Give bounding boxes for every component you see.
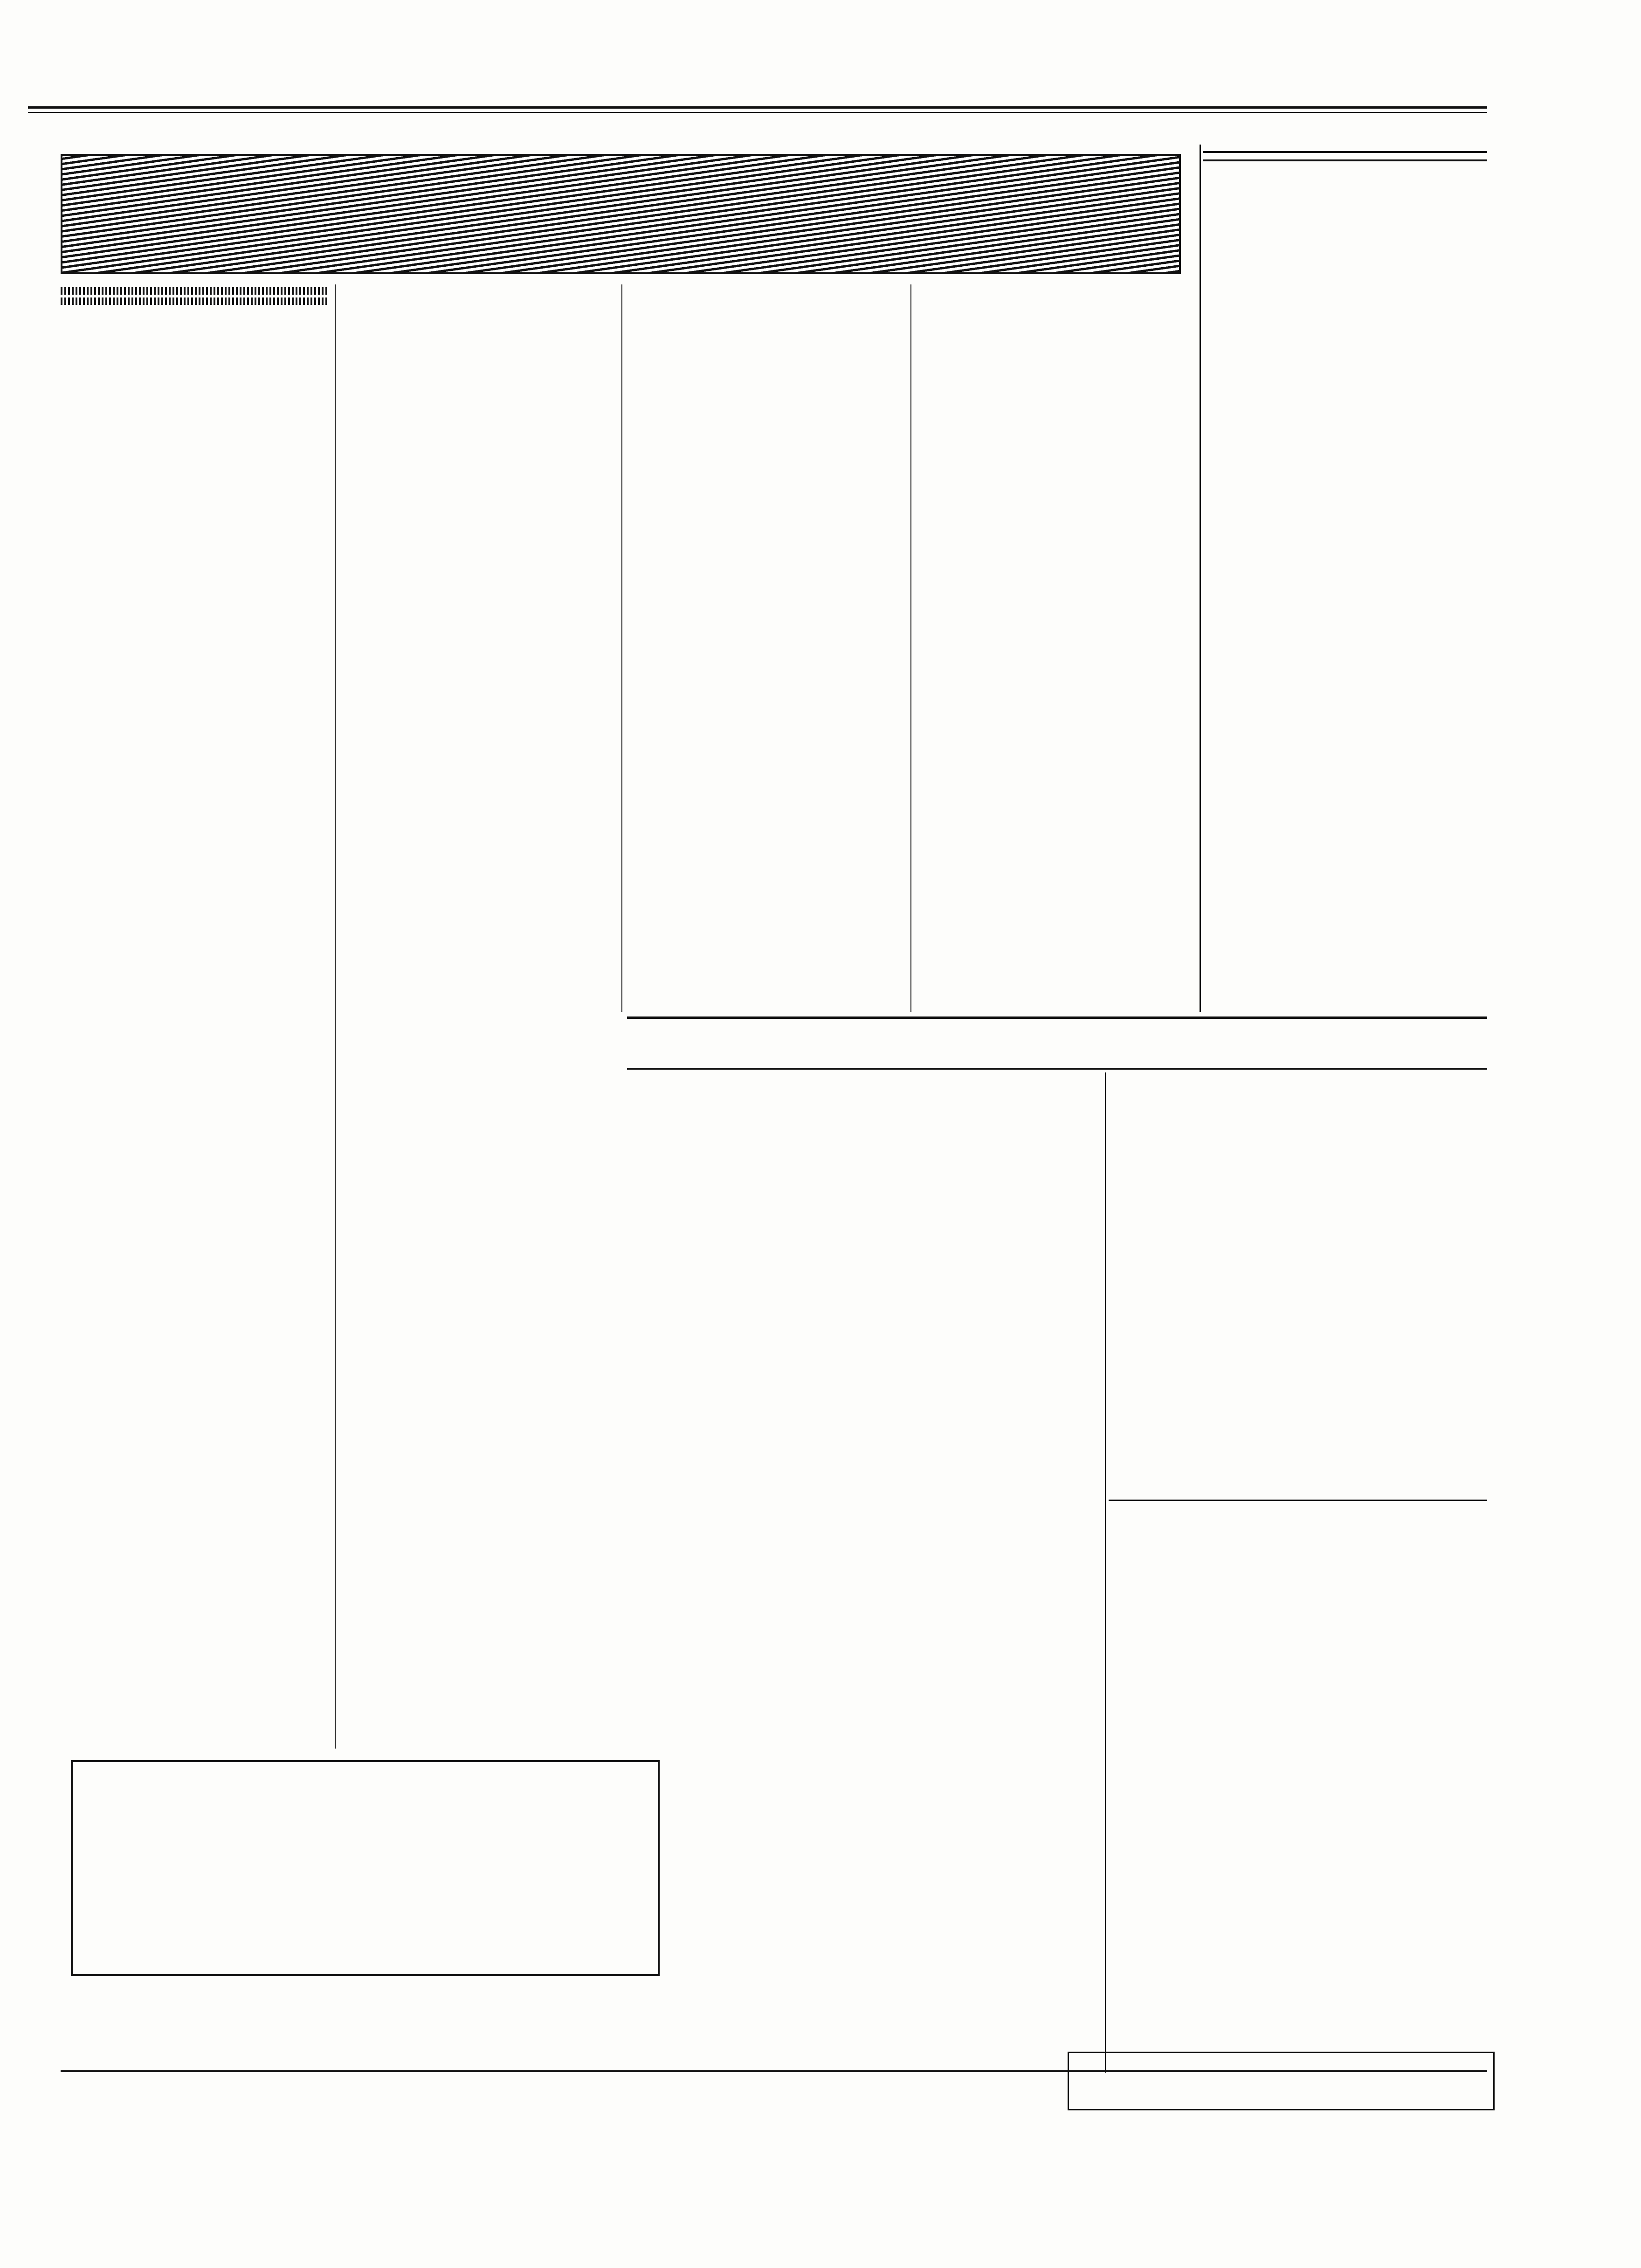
cambios-source [1109,1498,1487,1501]
column-header [1109,1075,1203,1091]
column-rule [1200,145,1201,1012]
burnay-ad [1068,2052,1495,2110]
cambios-table [1109,1539,1487,1555]
column-2 [339,284,617,1749]
separator [1203,159,1487,161]
column-1 [61,284,329,1749]
boletim-banner [61,154,1181,274]
column-header [984,1075,1102,1091]
bolsa-table-right [1109,1075,1487,1091]
separator [61,287,329,295]
column-header [748,1075,866,1091]
column-header [1235,1539,1361,1555]
column-header [1203,1075,1298,1091]
separator [61,297,329,305]
column-header [1361,1539,1487,1555]
column-header [1109,1539,1235,1555]
bolsa-rule [627,1016,1487,1019]
column-4 [915,284,1197,1012]
footer-rule [61,2070,1487,2072]
column-rule [621,284,622,1012]
bolsa-table-left [630,1075,1101,1091]
header-rule-thin [28,112,1487,113]
column-header [630,1075,748,1091]
column-rule [1105,1072,1106,2073]
bolsa-rule [627,1068,1487,1070]
andar-ad [71,1760,660,1976]
column-rule [910,284,911,1012]
header-rule [28,106,1487,109]
column-3 [627,284,907,1012]
cambios-title [1109,1498,1487,1501]
column-header [1393,1075,1487,1091]
column-5 [1203,145,1487,1012]
separator [1203,151,1487,153]
page-header [28,49,1487,100]
column-header [1298,1075,1393,1091]
column-header [866,1075,984,1091]
column-rule [335,284,336,1749]
